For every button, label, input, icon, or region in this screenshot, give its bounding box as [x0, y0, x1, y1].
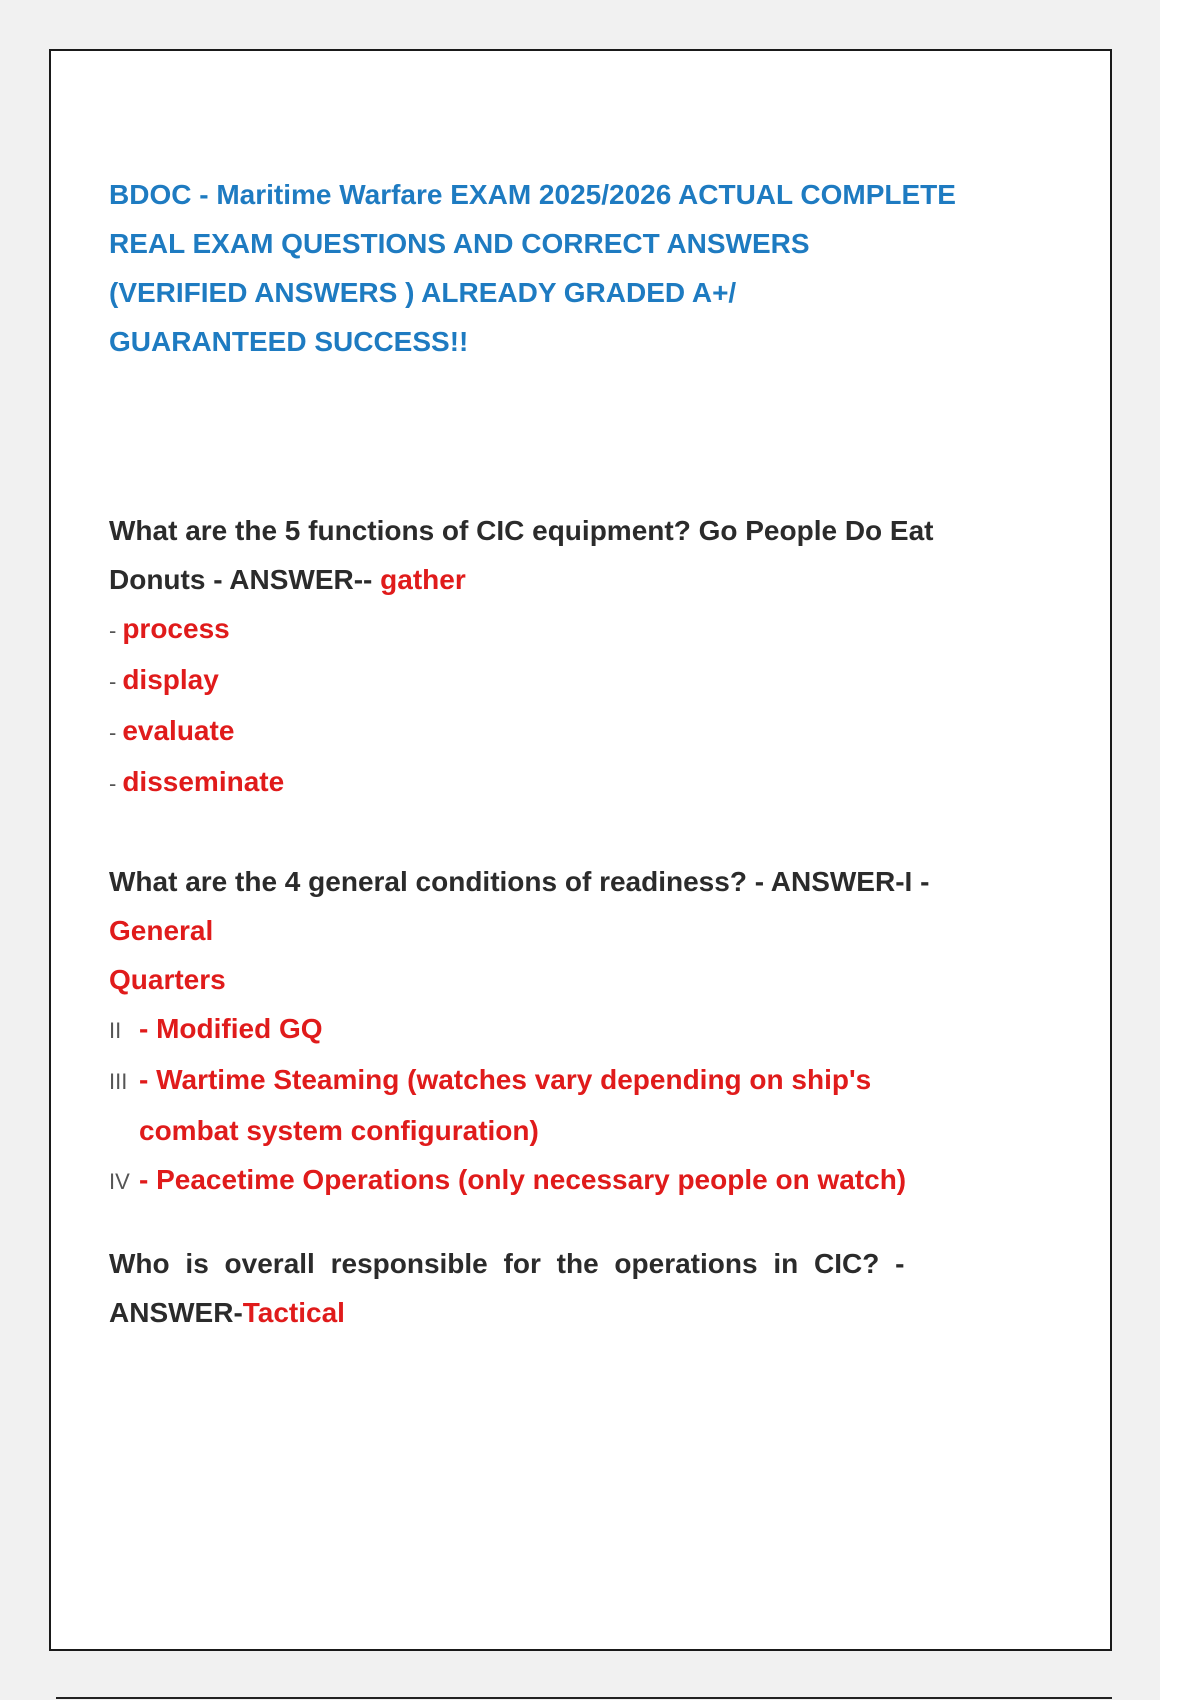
answer-prefix: ANSWER-	[109, 1297, 243, 1328]
answer-text: - Modified GQ	[139, 1013, 323, 1044]
question-block-2	[109, 857, 1009, 1206]
answer-item	[109, 706, 1009, 757]
question-block-3	[109, 1239, 1009, 1337]
question-block-1	[109, 506, 1009, 808]
list-dash: -	[109, 720, 117, 745]
answer-text: disseminate	[122, 766, 285, 797]
answer-text: combat system configuration)	[139, 1115, 539, 1146]
roman-numeral: IV	[109, 1169, 130, 1194]
list-dash: -	[109, 618, 117, 643]
answer-text: Quarters	[109, 964, 226, 995]
answer-text: - Peacetime Operations (only necessary people on watch)	[139, 1164, 907, 1195]
title-line: (VERIFIED ANSWERS ) ALREADY GRADED A+/	[109, 277, 737, 308]
readiness-item	[109, 1004, 1009, 1055]
answer-item	[109, 757, 1009, 808]
roman-numeral: III	[109, 1069, 128, 1094]
readiness-item	[109, 1155, 1009, 1206]
document-title	[109, 170, 1009, 366]
answer-text: - Wartime Steaming (watches vary depending on ship's	[139, 1064, 872, 1095]
answer-text: evaluate	[122, 715, 235, 746]
answer-text: process	[122, 613, 230, 644]
answer-prefix: Donuts - ANSWER--	[109, 564, 373, 595]
question-text-cont	[109, 1288, 1009, 1337]
title-line: REAL EXAM QUESTIONS AND CORRECT ANSWERS	[109, 228, 810, 259]
question-text: Who is overall responsible for the operations in CIC? -	[109, 1248, 905, 1279]
readiness-item-cont	[109, 1106, 1009, 1155]
page-content	[109, 170, 1009, 1337]
title-line: BDOC - Maritime Warfare EXAM 2025/2026 ACTUAL COMPLETE	[109, 179, 956, 210]
list-dash: -	[109, 669, 117, 694]
question-text: What are the 5 functions of CIC equipment? Go People Do Eat	[109, 515, 934, 546]
list-dash: -	[109, 771, 117, 796]
answer-text: display	[122, 664, 219, 695]
roman-numeral: II	[109, 1018, 122, 1043]
question-text-cont	[109, 555, 1009, 604]
answer-text: General	[109, 915, 214, 946]
answer-item	[109, 604, 1009, 655]
question-text: What are the 4 general conditions of readiness? - ANSWER-I -	[109, 866, 930, 897]
answer-text: Tactical	[242, 1297, 345, 1328]
answer-item	[109, 655, 1009, 706]
readiness-item	[109, 1055, 1009, 1106]
answer-text: gather	[380, 564, 466, 595]
right-margin	[1160, 0, 1200, 1700]
next-page-edge	[56, 1697, 1112, 1699]
title-line: GUARANTEED SUCCESS!!	[109, 326, 469, 357]
